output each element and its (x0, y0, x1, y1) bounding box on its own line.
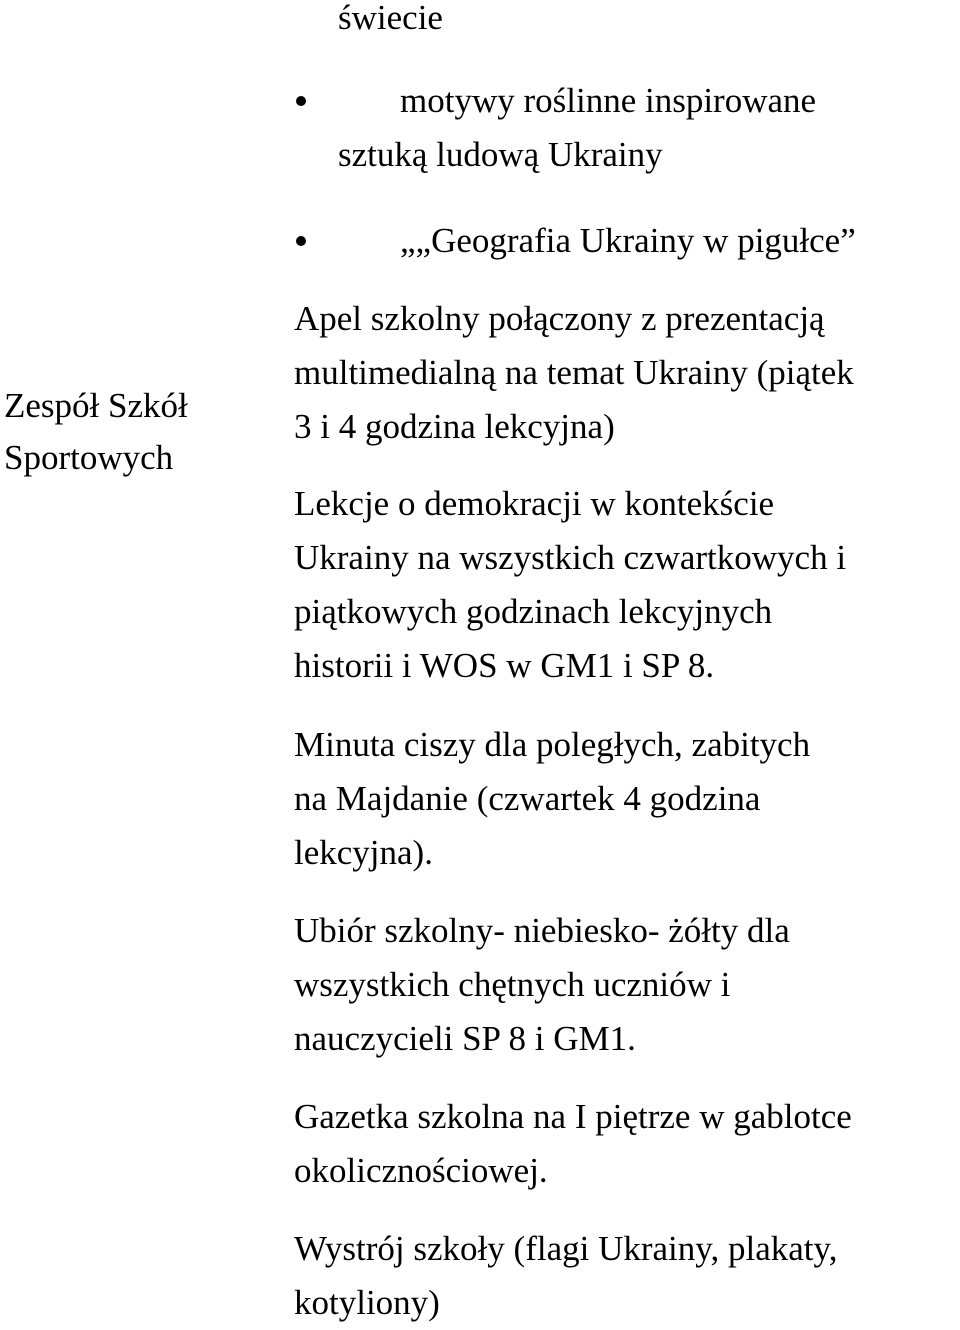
paragraph-line: multimedialną na temat Ukrainy (piątek (294, 353, 854, 392)
bullet-line-1: „„Geografia Ukrainy w pigułce” (400, 221, 856, 260)
paragraph-line: Apel szkolny połączony z prezentacją (294, 299, 825, 338)
paragraph-line: 3 i 4 godzina lekcyjna) (294, 407, 615, 446)
paragraph-line: lekcyjna). (294, 833, 433, 872)
school-name-line-1: Zespół Szkół (4, 386, 188, 425)
paragraph-line: Ubiór szkolny- niebiesko- żółty dla (294, 911, 790, 950)
paragraph-line: Wystrój szkoły (flagi Ukrainy, plakaty, (294, 1229, 838, 1268)
bullet-item-geography (296, 214, 936, 268)
school-name-line-2: Sportowych (4, 438, 174, 477)
paragraph-line: Lekcje o demokracji w kontekście (294, 484, 775, 523)
paragraph-line: piątkowych godzinach lekcyjnych (294, 592, 773, 631)
paragraph-line: okolicznościowej. (294, 1151, 548, 1190)
paragraph-line: Ukrainy na wszystkich czwartkowych i (294, 538, 847, 577)
paragraph-line: historii i WOS w GM1 i SP 8. (294, 646, 715, 685)
bullet-item-plant-motifs (296, 74, 936, 182)
school-name (4, 380, 254, 484)
bullet-line-1: motywy roślinne inspirowane (400, 81, 817, 120)
paragraph-line: na Majdanie (czwartek 4 godzina (294, 779, 761, 818)
bullet-dot-icon (296, 236, 306, 246)
paragraph-minute-of-silence (294, 718, 954, 880)
bullet-line-2: sztuką ludową Ukrainy (338, 135, 663, 174)
paragraph-line: Minuta ciszy dla poległych, zabitych (294, 725, 811, 764)
bullet-dot-icon (296, 96, 306, 106)
paragraph-assembly (294, 292, 954, 454)
paragraph-line: wszystkich chętnych uczniów i (294, 965, 731, 1004)
top-fragment: świecie (338, 0, 443, 37)
paragraph-line: nauczycieli SP 8 i GM1. (294, 1019, 636, 1058)
paragraph-line: kotyliony) (294, 1283, 440, 1322)
paragraph-democracy-lessons (294, 477, 954, 693)
paragraph-school-newsletter (294, 1090, 954, 1198)
paragraph-school-outfit (294, 904, 954, 1066)
paragraph-school-decoration (294, 1222, 954, 1330)
paragraph-line: Gazetka szkolna na I piętrze w gablotce (294, 1097, 852, 1136)
